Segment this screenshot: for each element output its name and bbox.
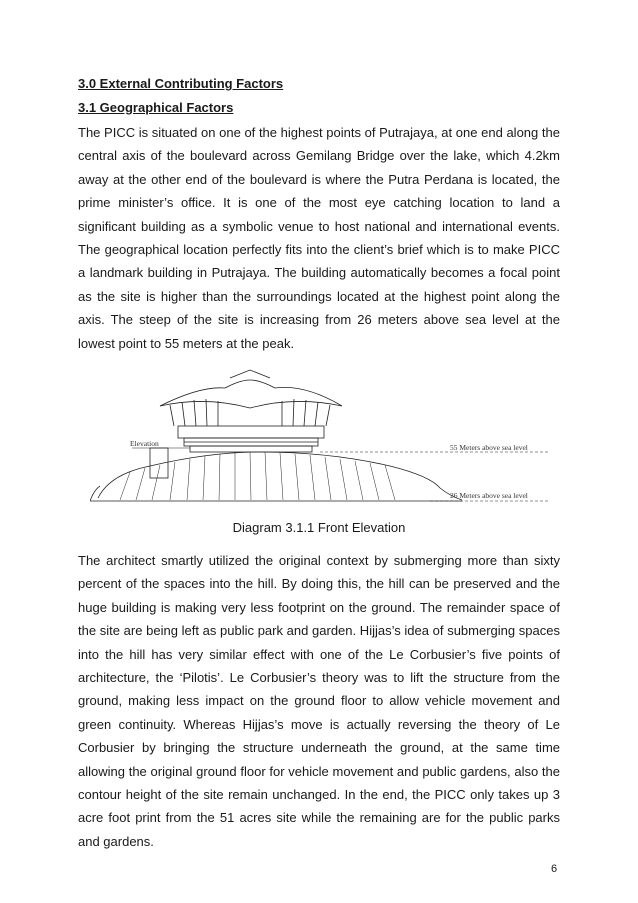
level-label-55: 55 Meters above sea level	[450, 443, 528, 452]
level-label-26: 26 Meters above sea level	[450, 491, 528, 500]
page-number: 6	[551, 863, 558, 875]
roof-struts	[170, 399, 330, 426]
roof-underside	[160, 401, 342, 408]
paragraph-submerging: The architect smartly utilized the original context by submerging more than sixty percent of the spaces into the hill. By doing this, the hill can be preserved and the huge building is making very less footprint on the ground. The remainder space of the site are being left as public park and garden. Hijjas’s idea of submerging spaces into the hill has very similar effect with one of the Le Corbusier’s five points of architecture, the ‘Pilotis’. Le Corbusier’s theory was to lift the structure from the ground, making less impact on the ground floor to allow vehicle movement and green continuity. Whereas Hijjas’s move is actually reversing the theory of Le Corbusier by bringing the structure underneath the ground, at the same time allowing the original ground floor for vehicle movement and public gardens, also the contour height of the site remain unchanged. In the end, the PICC only takes up 3 acre foot print from the 51 acres site while the remaining are for the public parks and gardens.	[78, 553, 560, 849]
elevation-drawing	[90, 366, 550, 510]
roof-crown	[230, 370, 270, 378]
front-elevation-diagram	[90, 366, 550, 510]
subsection-heading: 3.1 Geographical Factors	[78, 100, 234, 115]
figure-caption: Diagram 3.1.1 Front Elevation	[232, 520, 406, 535]
paragraph-geographical: The PICC is situated on one of the highest points of Putrajaya, at one end along the central axis of the boulevard across Gemilang Bridge over the lake, which 4.2km away at the other end of the boulevard is where the Putra Perdana is located, the prime minister’s office. It is one of the most eye catching location to land a significant building as a symbolic venue to host national and international events. The geographical location perfectly fits into the client’s brief which is to make PICC a landmark building in Putrajaya. The building automatically becomes a focal point as the site is higher than the surroundings located at the highest point along the axis. The steep of the site is increasing from 26 meters above sea level at the lowest point to 55 meters at the peak.	[78, 125, 560, 351]
section-heading: 3.0 External Contributing Factors	[78, 76, 284, 91]
lower-floor	[190, 446, 312, 452]
upper-floor	[178, 426, 324, 438]
hill-profile	[98, 452, 462, 500]
elevation-label: Elevation	[130, 439, 159, 448]
